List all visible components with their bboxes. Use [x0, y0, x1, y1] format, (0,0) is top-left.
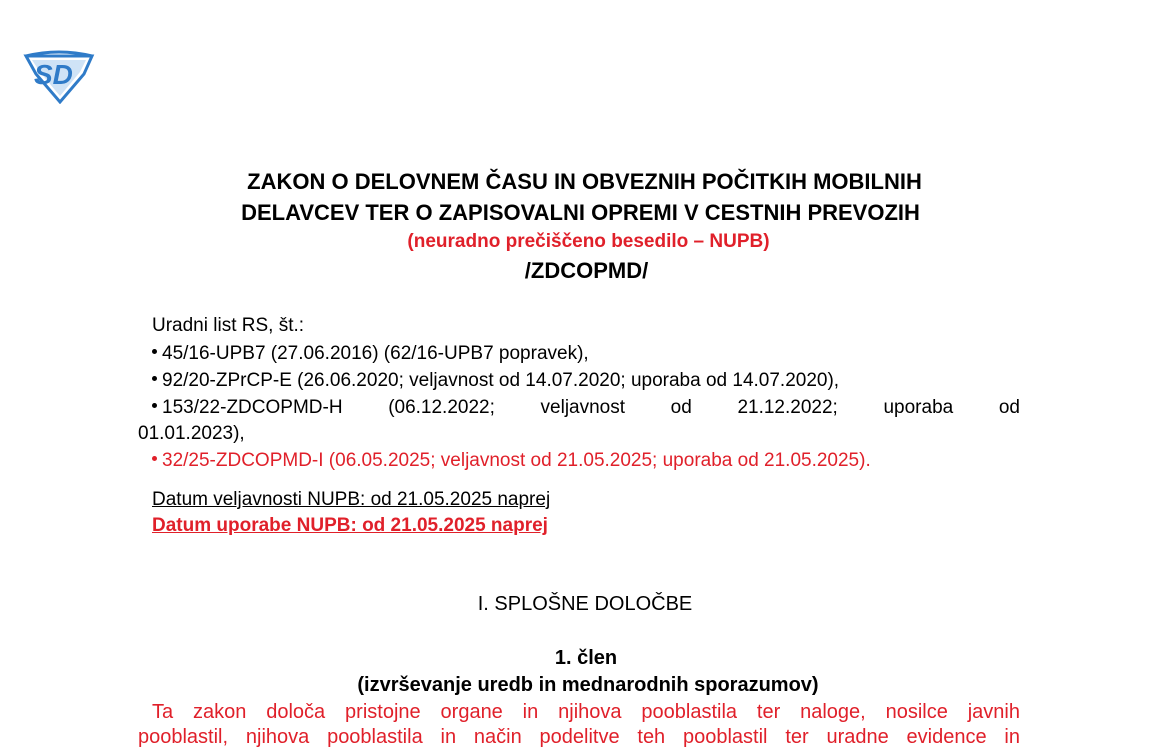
document-title-line-2: DELAVCEV TER O ZAPISOVALNI OPREMI V CESTNIH PREVOZIH — [241, 200, 920, 225]
bullet-icon — [152, 403, 157, 408]
document-subtitle: (neuradno prečiščeno besedilo – NUPB) — [407, 231, 770, 252]
article-title: (izvrševanje uredb in mednarodnih sporazumov) — [357, 674, 819, 696]
bullet-icon — [152, 349, 157, 354]
section-heading: I. SPLOŠNE DOLOČBE — [477, 593, 693, 615]
article-paragraph-line-1: Ta zakon določa pristojne organe in njihova pooblastila ter naloge, nosilce javnih — [152, 701, 1020, 723]
bullet-icon — [152, 456, 157, 461]
article-number: 1. člen — [554, 647, 618, 669]
gazette-item: 92/20-ZPrCP-E (26.06.2020; veljavnost od 14.07.2020; uporaba od 14.07.2020), — [152, 369, 839, 392]
gazette-item: 45/16-UPB7 (27.06.2016) (62/16-UPB7 popravek), — [152, 342, 589, 365]
gazette-item: 32/25-ZDCOPMD-I (06.05.2025; veljavnost od 21.05.2025; uporaba od 21.05.2025). — [152, 449, 871, 472]
use-date: Datum uporabe NUPB: od 21.05.2025 naprej — [152, 515, 548, 536]
document-title-line-1: ZAKON O DELOVNEM ČASU IN OBVEZNIH POČITKIH MOBILNIH — [247, 169, 922, 194]
gazette-item-continuation: 01.01.2023), — [138, 423, 245, 444]
sd-shield-logo-icon — [22, 50, 96, 104]
gazette-heading: Uradni list RS, št.: — [152, 315, 305, 336]
document-abbreviation: /ZDCOPMD/ — [524, 258, 649, 283]
bullet-icon — [152, 376, 157, 381]
validity-date: Datum veljavnosti NUPB: od 21.05.2025 naprej — [152, 489, 551, 510]
gazette-item: 153/22-ZDCOPMD-H (06.12.2022; veljavnost od 21.12.2022; uporaba od — [152, 396, 1020, 419]
article-paragraph-line-2: pooblastil, njihova pooblastila in način podelitve teh pooblastil ter uradne evidence in — [138, 726, 1020, 748]
svg-text:SD: SD — [34, 59, 73, 90]
